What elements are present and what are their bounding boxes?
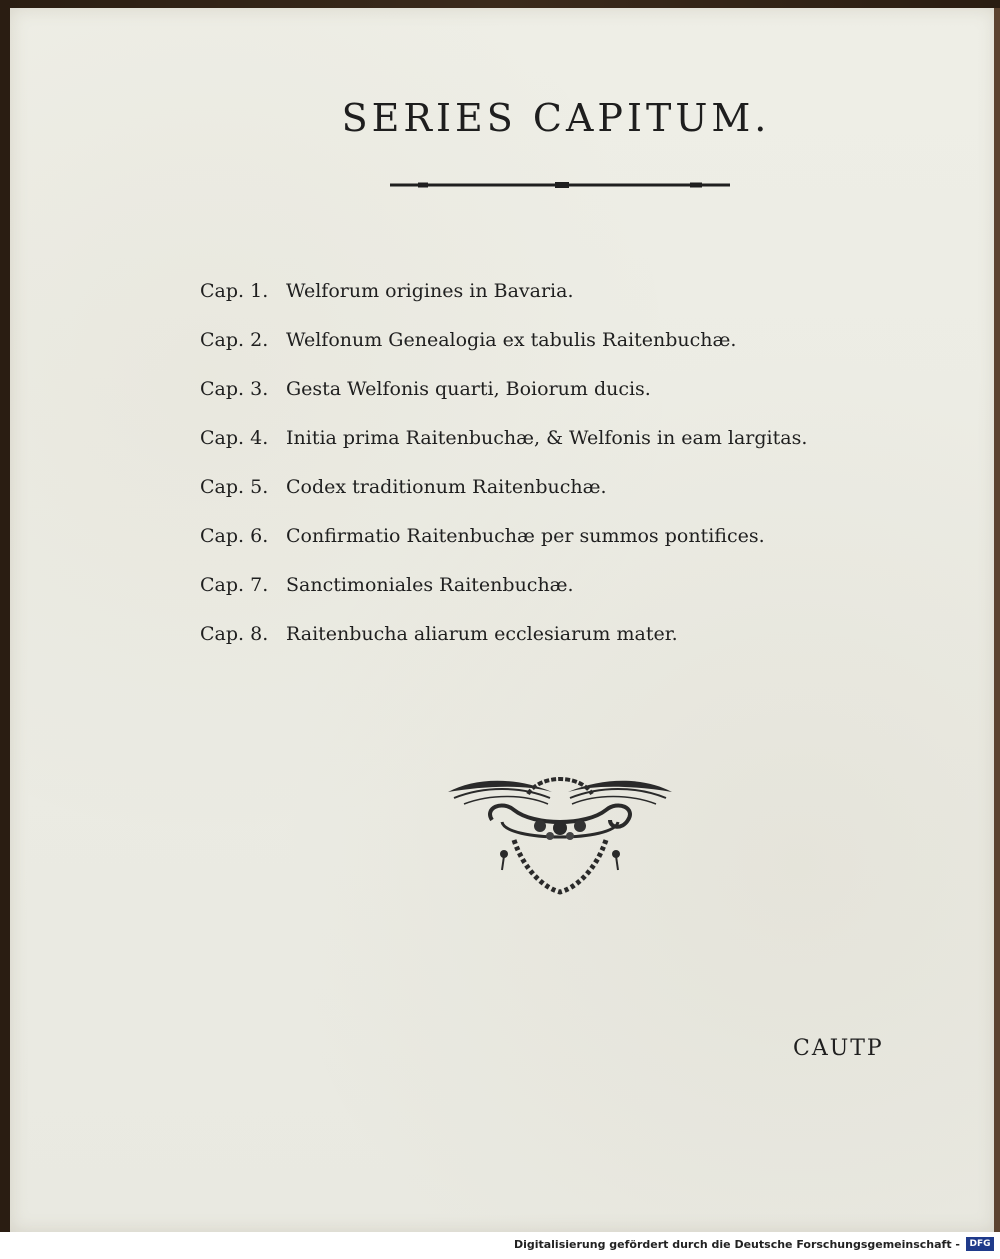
chapter-number: Cap. 4.: [200, 427, 269, 449]
toc-entry: [200, 623, 678, 645]
chapter-title: Welfonum Genealogia ex tabulis Raitenbuchæ.: [286, 329, 737, 351]
page-title: SERIES CAPITUM.: [341, 96, 771, 140]
chapter-title: Gesta Welfonis quarti, Boiorum ducis.: [286, 378, 651, 400]
chapter-title: Codex traditionum Raitenbuchæ.: [286, 476, 607, 498]
chapter-number: Cap. 8.: [200, 623, 269, 645]
chapter-number: Cap. 3.: [200, 378, 269, 400]
footer-credit: Digitalisierung gefördert durch die Deutsche Forschungsgemeinschaft -: [513, 1238, 960, 1251]
chapter-title: Raitenbucha aliarum ecclesiarum mater.: [286, 623, 678, 645]
toc-entry: [200, 378, 651, 400]
toc-entry: [200, 329, 736, 351]
chapter-title: Welforum origines in Bavaria.: [286, 280, 574, 302]
book-page: [10, 8, 996, 1232]
toc-entry: [200, 476, 607, 498]
chapter-number: Cap. 6.: [200, 525, 269, 547]
toc-entry: [200, 280, 574, 302]
chapter-number: Cap. 5.: [200, 476, 269, 498]
chapter-title: Confirmatio Raitenbuchæ per summos pontifices.: [286, 525, 765, 547]
floral-vignette-icon: [444, 770, 676, 900]
chapter-number: Cap. 1.: [200, 280, 269, 302]
dfg-logo: DFG: [966, 1237, 994, 1251]
book-binding-edge: [994, 8, 1000, 1232]
catchword: CAUTP: [793, 1036, 884, 1061]
chapter-title: Initia prima Raitenbuchæ, & Welfonis in eam largitas.: [286, 427, 808, 449]
toc-entry: [200, 525, 765, 547]
toc-entry: [200, 574, 574, 596]
toc-entry: [200, 427, 807, 449]
digitization-footer: [0, 1232, 1000, 1259]
decorative-rule-icon: [390, 181, 730, 189]
chapter-title: Sanctimoniales Raitenbuchæ.: [286, 574, 574, 596]
chapter-number: Cap. 2.: [200, 329, 269, 351]
chapter-number: Cap. 7.: [200, 574, 269, 596]
